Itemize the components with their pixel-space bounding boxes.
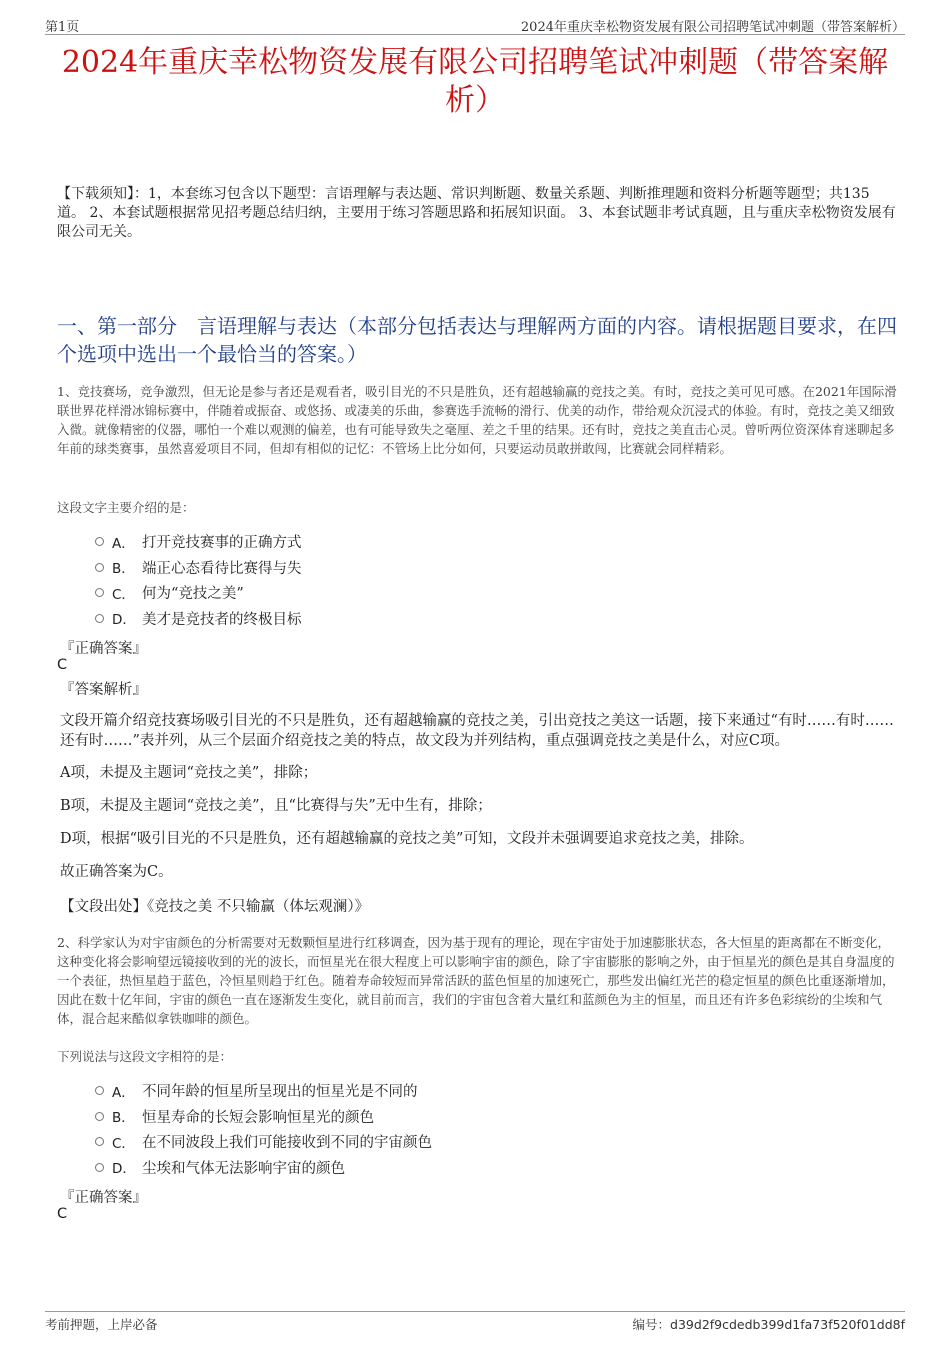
question-1-analysis-label: 『答案解析』 bbox=[60, 682, 147, 698]
question-2-answer: C bbox=[57, 1206, 68, 1222]
analysis-paragraph: B项，未提及主题词“竞技之美”，且“比赛得与失”无中生有，排除； bbox=[60, 798, 492, 814]
footer-code: 编号：d39d2f9cdedb399d1fa73f520f01dd8f bbox=[632, 1317, 905, 1332]
header-doc-title: 2024年重庆幸松物资发展有限公司招聘笔试冲刺题（带答案解析） bbox=[520, 20, 905, 35]
radio-icon[interactable] bbox=[95, 1112, 104, 1121]
download-notice: 【下载须知】：1，本套练习包含以下题型：言语理解与表达题、常识判断题、数量关系题、判断推理题和资料分析题等题型；共135道。 2、本套试题根据常见招考题总结归纳，主要用于练习答题思路和拓展知识面。 3、本套试题非考试真题，且与重庆幸松物资发展有限公司无关。 bbox=[57, 186, 896, 240]
question-1-option-c[interactable]: C． 何为“竞技之美” bbox=[95, 580, 595, 606]
radio-icon[interactable] bbox=[95, 588, 104, 597]
question-2-prompt: 下列说法与这段文字相符的是： bbox=[57, 1049, 233, 1064]
question-1-prompt: 这段文字主要介绍的是： bbox=[57, 500, 195, 515]
question-1-answer: C bbox=[57, 657, 68, 673]
question-1-options bbox=[95, 529, 595, 631]
page-number: 第1页 bbox=[45, 20, 80, 35]
question-1-option-b[interactable]: B． 端正心态看待比赛得与失 bbox=[95, 555, 595, 581]
question-1-option-d[interactable]: D． 美才是竞技者的终极目标 bbox=[95, 606, 595, 632]
question-2-option-c[interactable]: C． 在不同波段上我们可能接收到不同的宇宙颜色 bbox=[95, 1129, 595, 1155]
footer-slogan: 考前押题，上岸必备 bbox=[45, 1317, 158, 1332]
radio-icon[interactable] bbox=[95, 563, 104, 572]
section-heading: 一、第一部分 言语理解与表达（本部分包括表达与理解两方面的内容。请根据题目要求，在四个选项中选出一个最恰当的答案。） bbox=[57, 314, 897, 366]
question-2-option-b[interactable]: B． 恒星寿命的长短会影响恒星光的颜色 bbox=[95, 1104, 595, 1130]
analysis-paragraph: 文段开篇介绍竞技赛场吸引目光的不只是胜负，还有超越输赢的竞技之美，引出竞技之美这一话题，接下来通过“有时……有时……还有时……”表并列，从三个层面介绍竞技之美的特点，故文段为并列结构，重点强调竞技之美是什么，对应C项。 bbox=[60, 713, 894, 749]
radio-icon[interactable] bbox=[95, 537, 104, 546]
question-1-text: 1、竞技赛场，竞争激烈，但无论是参与者还是观看者，吸引目光的不只是胜负，还有超越输赢的竞技之美。有时，竞技之美可见可感。在2021年国际滑联世界花样滑冰锦标赛中，伴随着或振奋、或悠扬、或凄美的乐曲，参赛选手流畅的滑行、优美的动作，带给观众沉浸式的体验。有时，竞技之美又细致入微。就像精密的仪器，哪怕一个难以观测的偏差，也有可能导致失之毫厘、差之千里的结果。还有时，竞技之美直击心灵。曾听两位资深体育迷聊起多年前的球类赛事，虽然喜爱项目不同，但却有相似的记忆：不管场上比分如何，只要运动员敢拼敢闯，比赛就会同样精彩。 bbox=[57, 384, 897, 456]
radio-icon[interactable] bbox=[95, 1086, 104, 1095]
question-2-option-a[interactable]: A． 不同年龄的恒星所呈现出的恒星光是不同的 bbox=[95, 1078, 595, 1104]
page-header bbox=[45, 14, 905, 35]
question-1-answer-label: 『正确答案』 bbox=[60, 641, 147, 657]
question-2-answer-label: 『正确答案』 bbox=[60, 1190, 147, 1206]
passage-source: 【文段出处】《竞技之美 不只输赢（体坛观澜）》 bbox=[60, 899, 370, 915]
analysis-paragraph: 故正确答案为C。 bbox=[60, 864, 173, 880]
document-title: 2024年重庆幸松物资发展有限公司招聘笔试冲刺题（带答案解析） bbox=[61, 45, 889, 118]
question-2-text: 2、科学家认为对宇宙颜色的分析需要对无数颗恒星进行红移调查，因为基于现有的理论，现在宇宙处于加速膨胀状态，各大恒星的距离都在不断变化，这种变化将会影响望远镜接收到的光的波长，而恒星光在很大程度上可以影响宇宙的颜色，除了宇宙膨胀的影响之外，由于恒星光的颜色是其自身温度的一个表征，热恒星趋于蓝色，冷恒星则趋于红色。随着寿命较短而异常活跃的蓝色恒星的加速死亡，那些发出偏红光芒的稳定恒星的颜色比重逐渐增加，因此在数十亿年间，宇宙的颜色一直在逐渐发生变化，就目前而言，我们的宇宙包含着大量红和蓝颜色为主的恒星，而且还有许多色彩缤纷的尘埃和气体，混合起来酷似拿铁咖啡的颜色。 bbox=[57, 935, 895, 1026]
analysis-paragraph: D项，根据“吸引目光的不只是胜负，还有超越输赢的竞技之美”可知，文段并未强调要追求竞技之美，排除。 bbox=[60, 831, 754, 847]
analysis-paragraph: A项，未提及主题词“竞技之美”，排除； bbox=[60, 765, 318, 781]
question-2-option-d[interactable]: D． 尘埃和气体无法影响宇宙的颜色 bbox=[95, 1155, 595, 1181]
radio-icon[interactable] bbox=[95, 1163, 104, 1172]
radio-icon[interactable] bbox=[95, 614, 104, 623]
radio-icon[interactable] bbox=[95, 1137, 104, 1146]
page-footer bbox=[45, 1311, 905, 1332]
question-1-option-a[interactable]: A． 打开竞技赛事的正确方式 bbox=[95, 529, 595, 555]
question-2-options bbox=[95, 1078, 595, 1180]
